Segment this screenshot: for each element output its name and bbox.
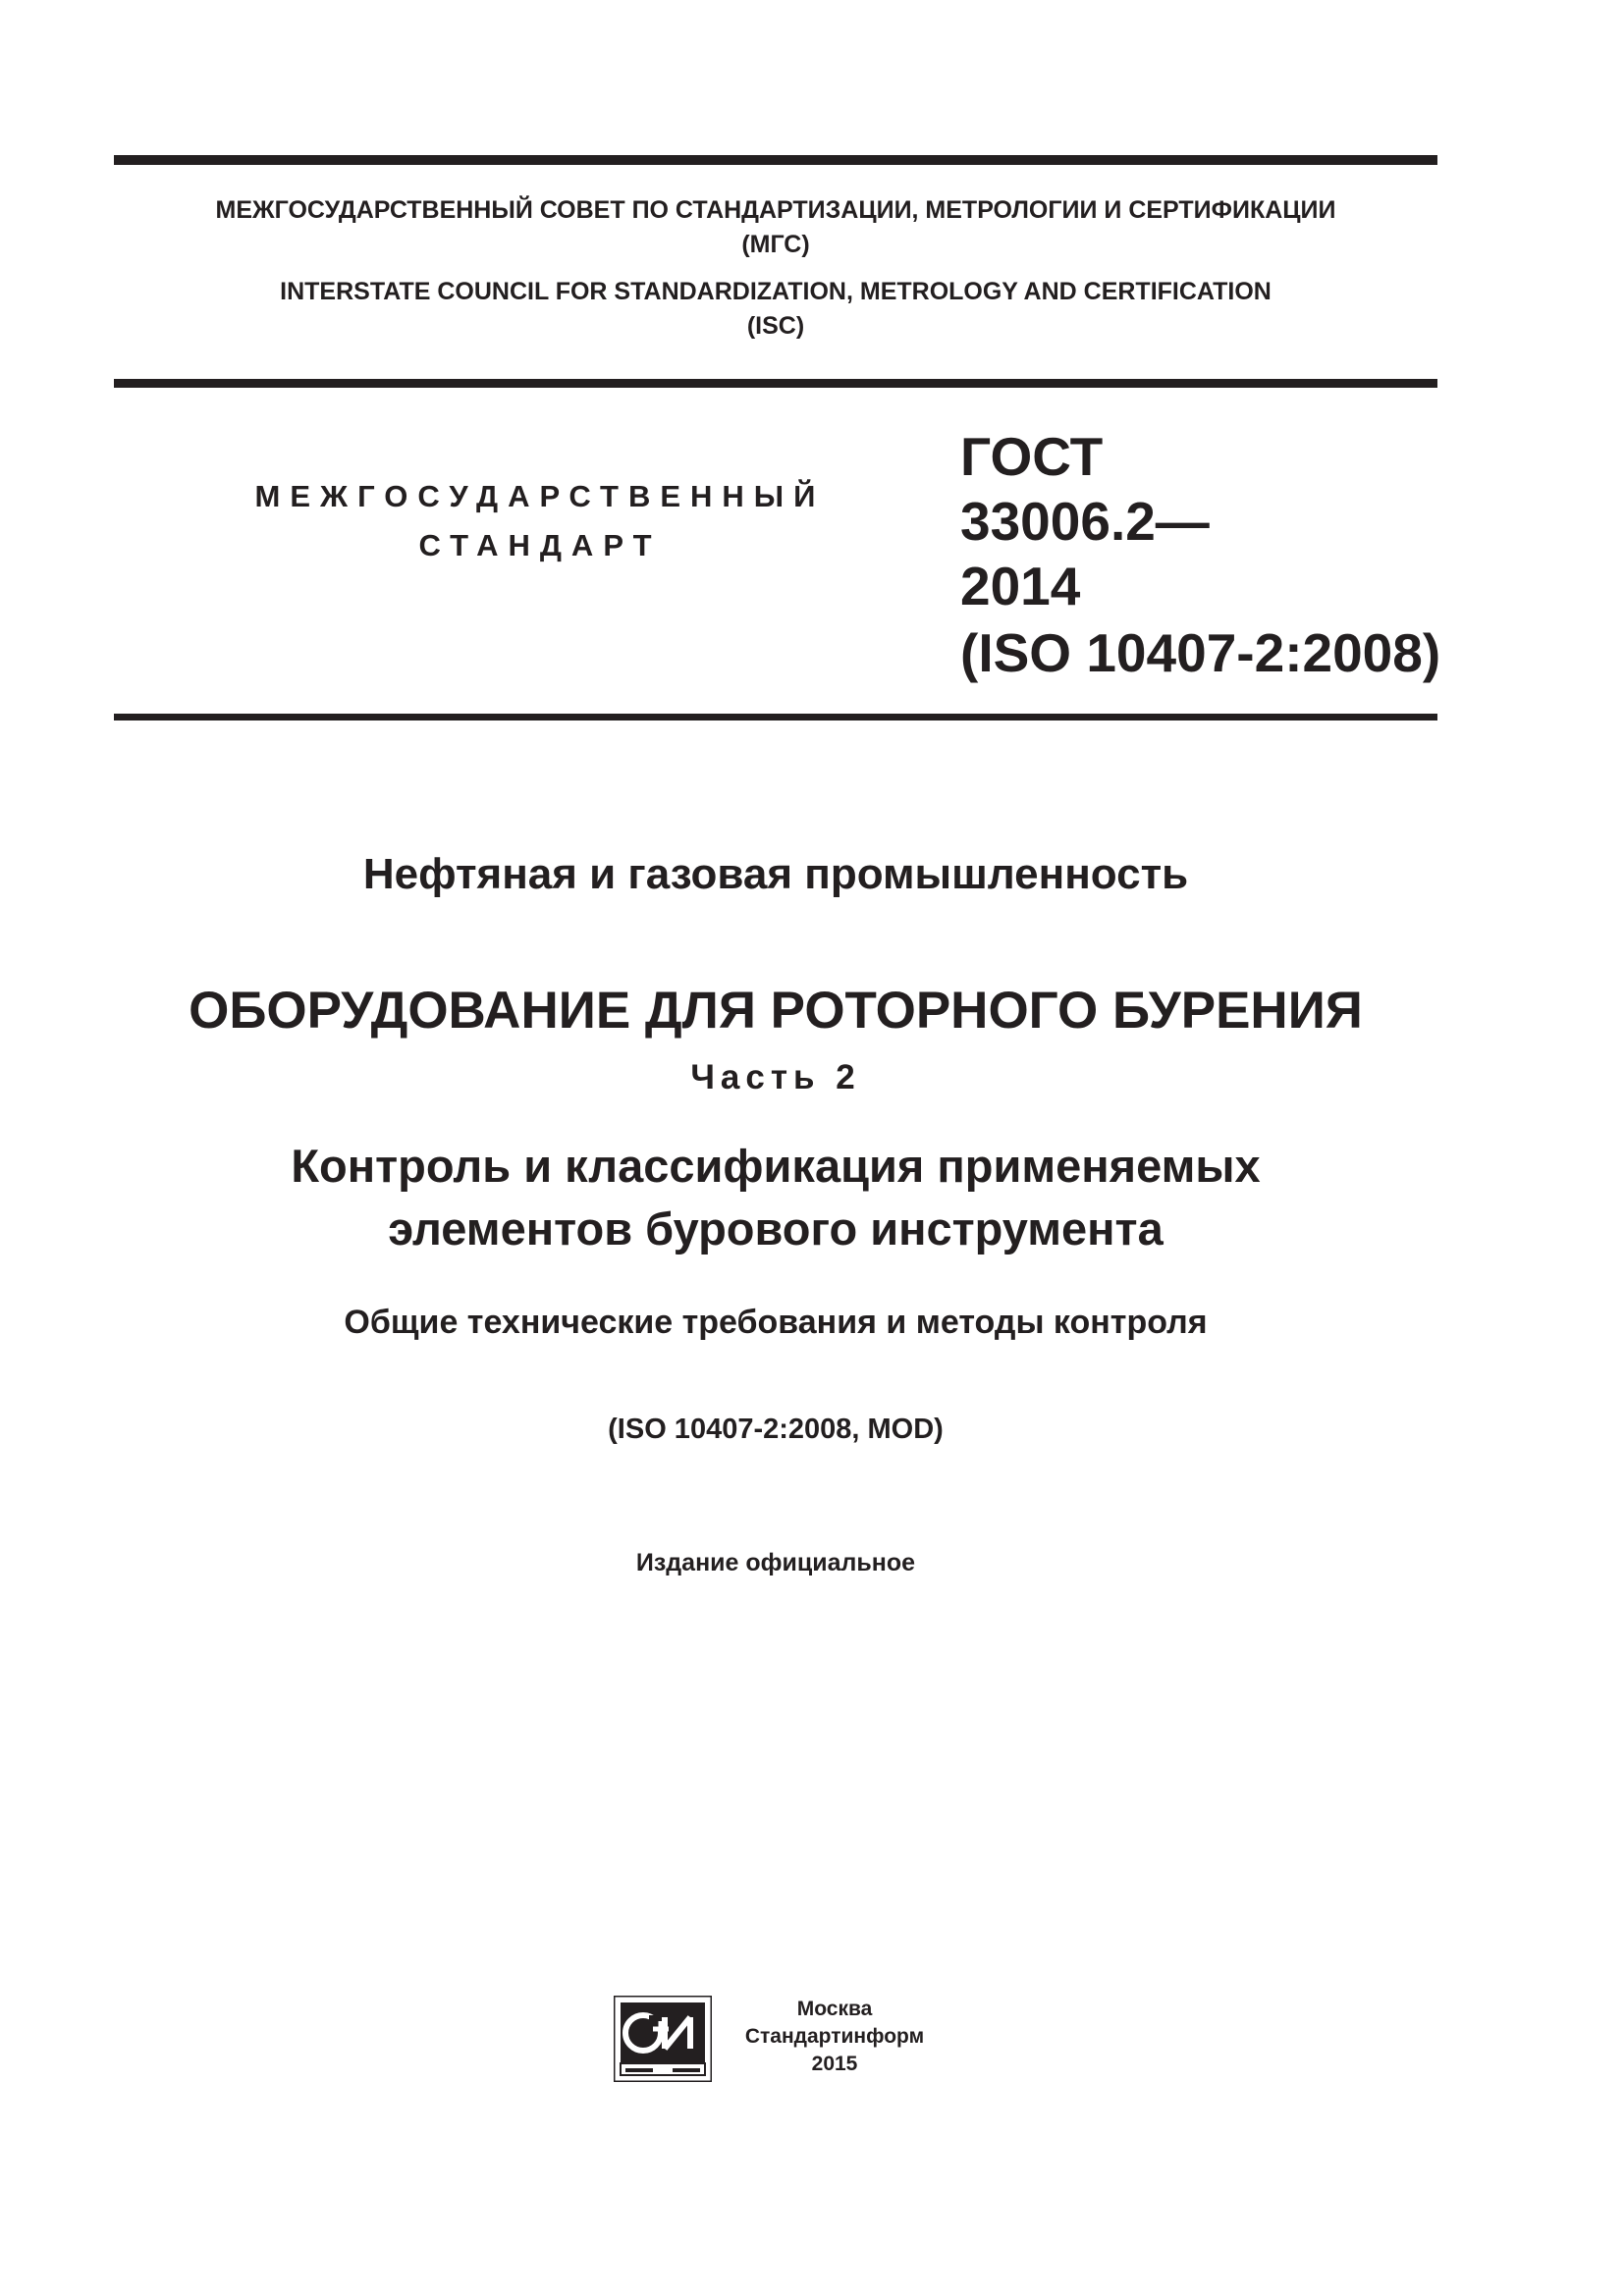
header-rule — [114, 379, 1437, 388]
council-abbr-ru: (МГС) — [741, 231, 810, 258]
gost-prefix: ГОСТ — [960, 426, 1104, 487]
standard-type-label-line2: СТАНДАРТ — [418, 528, 662, 562]
council-name-en: INTERSTATE COUNCIL FOR STANDARDIZATION, METROLOGY AND CERTIFICATION — [280, 278, 1272, 305]
publisher-city: Москва — [796, 1998, 873, 2020]
standartinform-logo-icon — [614, 1996, 712, 2082]
gost-iso-equivalent: (ISO 10407-2:2008) — [960, 622, 1441, 683]
council-abbr-en: (ISC) — [746, 312, 805, 340]
publication-year: 2015 — [811, 2053, 858, 2075]
industry-title: Нефтяная и газовая промышленность — [362, 850, 1189, 898]
top-rule — [114, 155, 1437, 165]
general-requirements-title: Общие технические требования и методы контроля — [344, 1304, 1208, 1341]
gost-number: 33006.2— — [960, 491, 1210, 552]
council-name-ru: МЕЖГОСУДАРСТВЕННЫЙ СОВЕТ ПО СТАНДАРТИЗАЦИИ, МЕТРОЛОГИИ И СЕРТИФИКАЦИИ — [215, 196, 1336, 224]
iso-reference: (ISO 10407-2:2008, MOD) — [608, 1414, 944, 1445]
standard-type-label: МЕЖГОСУДАРСТВЕННЫЙ — [254, 479, 826, 513]
main-title: ОБОРУДОВАНИЕ ДЛЯ РОТОРНОГО БУРЕНИЯ — [189, 982, 1363, 1040]
part-number: Часть 2 — [690, 1058, 861, 1096]
gost-year: 2014 — [960, 556, 1081, 616]
subtitle-line1: Контроль и классификация применяемых — [291, 1140, 1261, 1192]
publisher-name: Стандартинформ — [744, 2025, 925, 2048]
subtitle-line2: элементов бурового инструмента — [388, 1202, 1164, 1255]
edition-label: Издание официальное — [635, 1549, 916, 1576]
designation-rule — [114, 714, 1437, 721]
